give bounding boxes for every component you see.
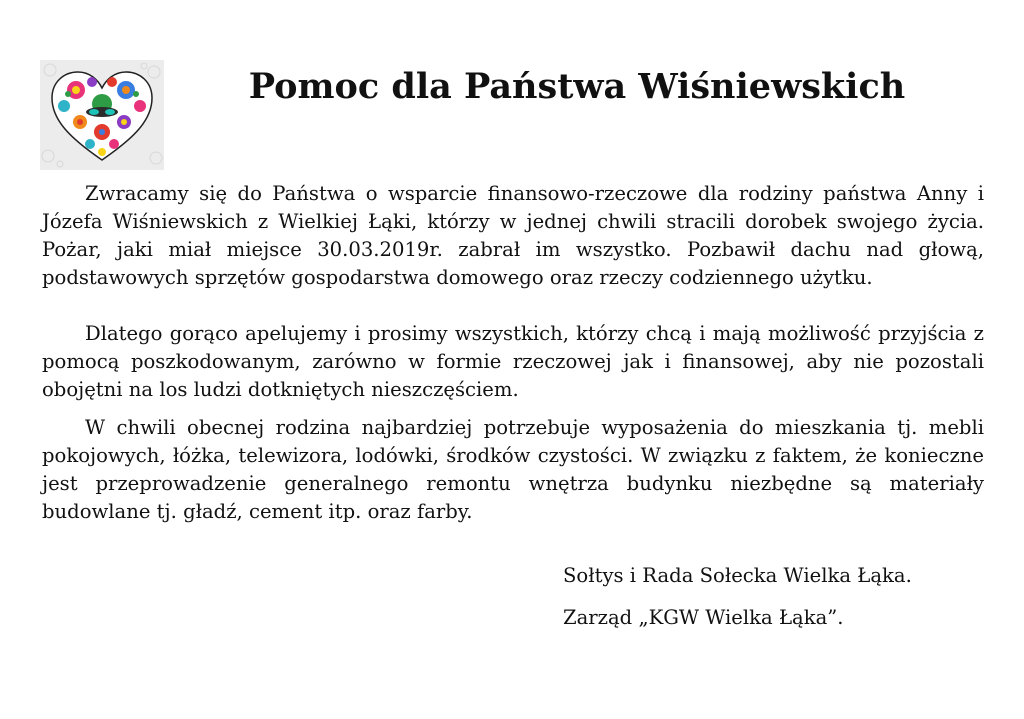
page-title: Pomoc dla Państwa Wiśniewskich <box>248 66 906 107</box>
signature-kgw-board: Zarząd „KGW Wielka Łąka”. <box>563 606 844 629</box>
paragraph-appeal: Zwracamy się do Państwa o wsparcie finansowo-rzeczowe dla rodziny państwa Anny i Józefa Wiśniewskich z Wielkiej Łąki, którzy w jednej chwili stracili dorobek swojego życia. Pożar, jaki miał miejsce 30.03.2019r. zabrał im wszystko. Pozbawił dachu nad głową, podstawowych sprzętów gospodarstwa domowego oraz rzeczy codziennego użytku. <box>42 182 984 289</box>
paragraph-needs: W chwili obecnej rodzina najbardziej potrzebuje wyposażenia do mieszkania tj. mebli pokojowych, łóżka, telewizora, lodówki, środków czystości. W związku z faktem, że konieczne jest przeprowadzenie generalnego remontu wnętrza budynku niezbędne są materiały budowlane tj. gładź, cement itp. oraz farby. <box>42 416 984 523</box>
signature-village-council: Sołtys i Rada Sołecka Wielka Łąka. <box>563 564 912 587</box>
letter-body <box>42 180 984 526</box>
paragraph-request: Dlatego gorąco apelujemy i prosimy wszystkich, którzy chcą i mają możliwość przyjścia z pomocą poszkodowanym, zarówno w formie rzeczowej jak i finansowej, aby nie pozostali obojętni na los ludzi dotkniętych nieszczęściem. <box>42 322 984 401</box>
